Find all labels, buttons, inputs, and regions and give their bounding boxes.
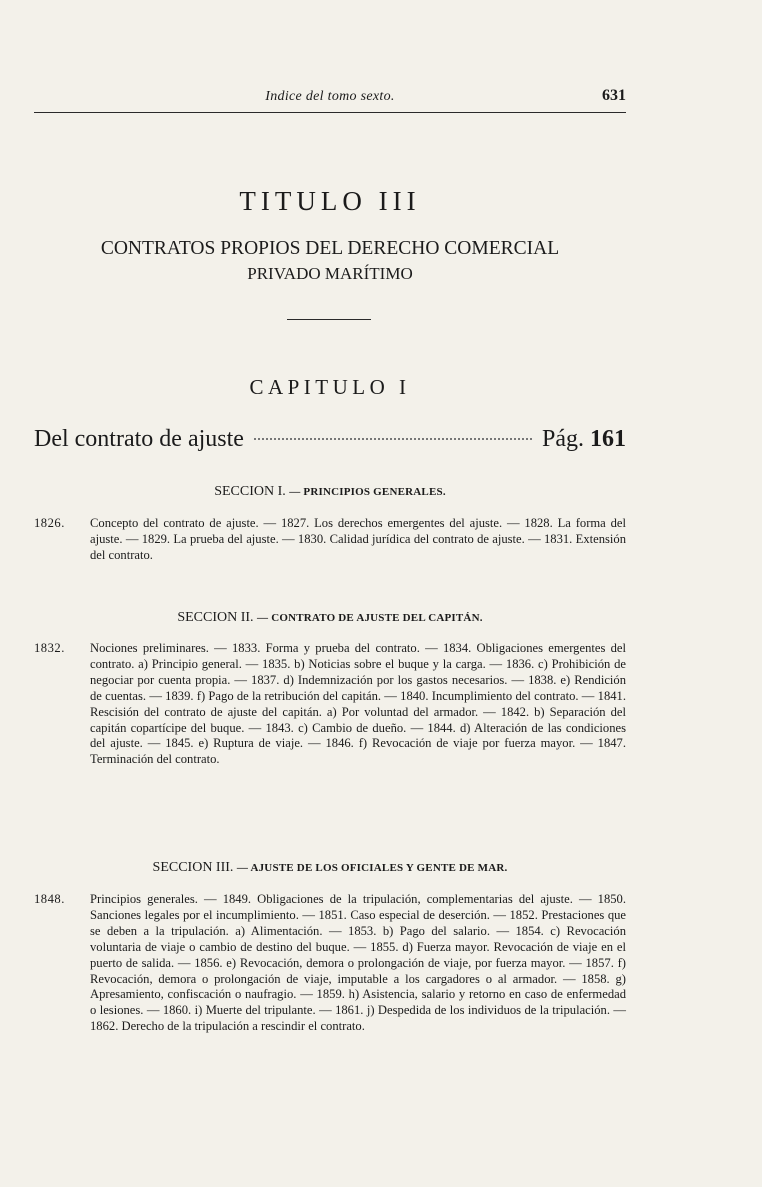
- paragraph-number: 1832.: [34, 641, 65, 655]
- page-number: 631: [602, 87, 626, 104]
- separator-rule: [287, 319, 371, 320]
- chapter-page-number: 161: [590, 426, 626, 452]
- titulo-subtitle-line2: PRIVADO MARÍTIMO: [247, 264, 413, 283]
- chapter-page-ref: [542, 426, 626, 453]
- section-contents: Nociones preliminares. — 1833. Forma y prueba del contrato. — 1834. Obligaciones emergentes del contrato. a) Principio general. — 1835. b) Noticias sobre el buque y la carga. — 1836. c) Prohibición de negociar por cuenta propia. — 1837. d) Indemnización por los gastos necesarios. — 1838. e) Rendición de cuentas. — 1839. f) Pago de la retribución del capitán. — 1840. Incumplimiento del contrato. — 1841. Rescisión del contrato de ajuste del capitán. a) Por voluntad del armador. — 1842. b) Separación del capitán copartícipe del buque. — 1843. c) Cambio de dueño. — 1844. d) Alteración de las condiciones del ajuste. — 1845. e) Ruptura de viaje. — 1846. f) Revocación de viaje por fuerza mayor. — 1847. Terminación del contrato.: [90, 641, 626, 767]
- section-contents: Principios generales. — 1849. Obligaciones de la tripulación, complementarias del ajuste. — 1850. Sanciones legales por el incumplimiento. — 1851. Caso especial de deserción. — 1852. Prestaciones que se deben a la tripulación. a) Alimentación. — 1853. b) Pago del salario. — 1854. c) Revocación voluntaria de viaje o cambio de destino del buque. — 1855. d) Fuerza mayor. Revocación de viaje en el puerto de salida. — 1856. e) Revocación, demora o prolongación de viaje, por fuerza mayor. — 1857. f) Revocación, demora o prolongación de viaje, imputable a los cargadores o al armador. — 1858. g) Apresamiento, confiscación o naufragio. — 1859. h) Asistencia, salario y retorno en caso de enfermedad o lesiones. — 1860. i) Muerte del tripulante. — 1861. j) Despedida de los individuos de la tripulación. — 1862. Derecho de la tripulación a rescindir el contrato.: [90, 892, 626, 1034]
- paragraph-number: 1848.: [34, 892, 65, 906]
- chapter-name: Del contrato de ajuste: [34, 426, 244, 452]
- running-head: [34, 86, 626, 113]
- running-title: Indice del tomo sexto.: [265, 89, 395, 104]
- section-entry: [34, 892, 626, 1035]
- section-entry: [34, 641, 626, 768]
- section-label: SECCION I.: [214, 484, 286, 499]
- chapter-toc-line: [34, 426, 626, 460]
- section-heading: [34, 610, 626, 626]
- section-entry: [34, 516, 626, 564]
- section-label: SECCION II.: [177, 610, 254, 625]
- paragraph-number: 1826.: [34, 516, 65, 530]
- section-title: — AJUSTE DE LOS OFICIALES Y GENTE DE MAR.: [236, 862, 508, 874]
- capitulo-heading: CAPITULO I: [249, 375, 411, 399]
- section-contents: Concepto del contrato de ajuste. — 1827. Los derechos emergentes del ajuste. — 1828. La forma del ajuste. — 1829. La prueba del ajuste. — 1830. Calidad jurídica del contrato de ajuste. — 1831. Extensión del contrato.: [90, 516, 626, 562]
- section-title: — PRINCIPIOS GENERALES.: [289, 486, 446, 498]
- titulo-subtitle-line1: CONTRATOS PROPIOS DEL DERECHO COMERCIAL: [100, 238, 560, 259]
- section-title: — CONTRATO DE AJUSTE DEL CAPITÁN.: [257, 612, 483, 624]
- section-label: SECCION III.: [152, 860, 234, 875]
- dot-leader: [254, 438, 532, 440]
- section-heading: [34, 484, 626, 500]
- section-heading: [34, 860, 626, 876]
- titulo-heading: TITULO III: [239, 186, 421, 216]
- page-label: Pág.: [542, 426, 584, 452]
